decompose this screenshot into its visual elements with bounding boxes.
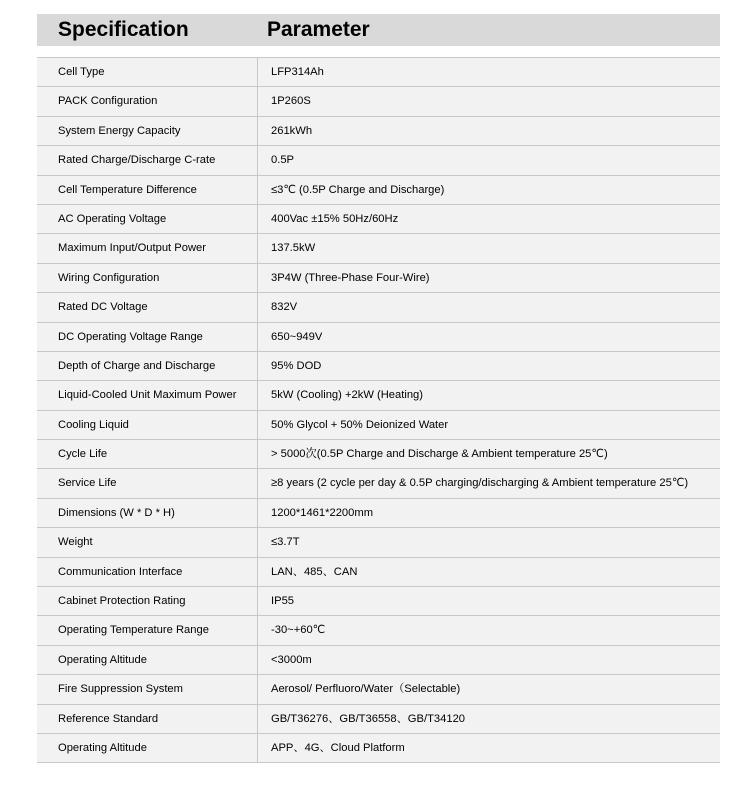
param-cell: -30~+60℃ (271, 624, 326, 637)
param-cell: 650~949V (271, 330, 323, 343)
param-cell: LFP314Ah (271, 66, 324, 78)
spec-cell: Cycle Life (37, 440, 258, 468)
spec-cell: Communication Interface (37, 558, 258, 586)
param-cell: 832V (271, 301, 298, 314)
table-row (37, 87, 720, 116)
table-row (37, 293, 720, 322)
table-row (37, 734, 720, 763)
spec-cell: DC Operating Voltage Range (37, 323, 258, 351)
table-row (37, 264, 720, 293)
param-cell: ≤3℃ (0.5P Charge and Discharge) (271, 183, 445, 196)
param-cell: 1200*1461*2200mm (271, 506, 374, 519)
spec-cell: Service Life (37, 469, 258, 497)
param-cell: GB/T36276、GB/T36558、GB/T34120 (271, 712, 466, 725)
param-cell: IP55 (271, 595, 295, 608)
table-row (37, 616, 720, 645)
spec-cell: Dimensions (W * D * H) (37, 499, 258, 527)
spec-cell: Weight (37, 528, 258, 556)
param-cell: APP、4G、Cloud Platform (271, 741, 405, 754)
param-cell: ≤3.7T (271, 536, 300, 549)
param-cell: 0.5P (271, 154, 295, 167)
table-row (37, 352, 720, 381)
spec-cell: Depth of Charge and Discharge (37, 352, 258, 380)
table-header (37, 14, 720, 49)
table-row (37, 558, 720, 587)
table-row (37, 146, 720, 175)
table-row (37, 117, 720, 146)
spec-cell: System Energy Capacity (37, 117, 258, 145)
spec-cell: AC Operating Voltage (37, 205, 258, 233)
spec-cell: Rated DC Voltage (37, 293, 258, 321)
spec-cell: Operating Altitude (37, 646, 258, 674)
spec-cell: Cell Type (37, 58, 258, 86)
table-row (37, 675, 720, 704)
table-row (37, 469, 720, 498)
table-row (37, 205, 720, 234)
table-row (37, 646, 720, 675)
param-cell: 95% DOD (271, 359, 322, 372)
header-parameter: Parameter (267, 18, 370, 41)
param-cell: 3P4W (Three-Phase Four-Wire) (271, 271, 430, 284)
param-cell: Aerosol/ Perfluoro/Water（Selectable) (271, 683, 461, 696)
table-row (37, 499, 720, 528)
param-cell: > 5000次(0.5P Charge and Discharge & Ambient temperature 25℃) (271, 448, 608, 461)
spec-cell: Cooling Liquid (37, 411, 258, 439)
table-row (37, 381, 720, 410)
param-cell: 400Vac ±15% 50Hz/60Hz (271, 212, 399, 225)
specification-table (37, 14, 720, 763)
param-cell: ≥8 years (2 cycle per day & 0.5P charging/discharging & Ambient temperature 25℃) (271, 477, 689, 490)
spec-cell: Fire Suppression System (37, 675, 258, 703)
param-cell: 1P260S (271, 95, 311, 108)
table-row (37, 411, 720, 440)
table-row (37, 234, 720, 263)
table-row (37, 528, 720, 557)
spec-cell: Wiring Configuration (37, 264, 258, 292)
spec-cell: Operating Temperature Range (37, 616, 258, 644)
header-specification: Specification (58, 18, 189, 41)
spec-cell: Cabinet Protection Rating (37, 587, 258, 615)
param-cell: LAN、485、CAN (271, 565, 358, 578)
table-row (37, 176, 720, 205)
table-row (37, 58, 720, 87)
spec-cell: Operating Altitude (37, 734, 258, 762)
spec-cell: Maximum Input/Output Power (37, 234, 258, 262)
param-cell: 137.5kW (271, 242, 316, 255)
table-row (37, 705, 720, 734)
spec-cell: PACK Configuration (37, 87, 258, 115)
table-body (37, 57, 720, 763)
spec-cell: Liquid-Cooled Unit Maximum Power (37, 381, 258, 409)
param-cell: <3000m (271, 653, 312, 666)
spec-cell: Reference Standard (37, 705, 258, 733)
param-cell: 5kW (Cooling) +2kW (Heating) (271, 389, 424, 402)
table-row (37, 440, 720, 469)
spec-cell: Rated Charge/Discharge C-rate (37, 146, 258, 174)
param-cell: 261kWh (271, 124, 313, 137)
table-row (37, 323, 720, 352)
param-cell: 50% Glycol + 50% Deionized Water (271, 418, 449, 431)
spec-cell: Cell Temperature Difference (37, 176, 258, 204)
table-row (37, 587, 720, 616)
